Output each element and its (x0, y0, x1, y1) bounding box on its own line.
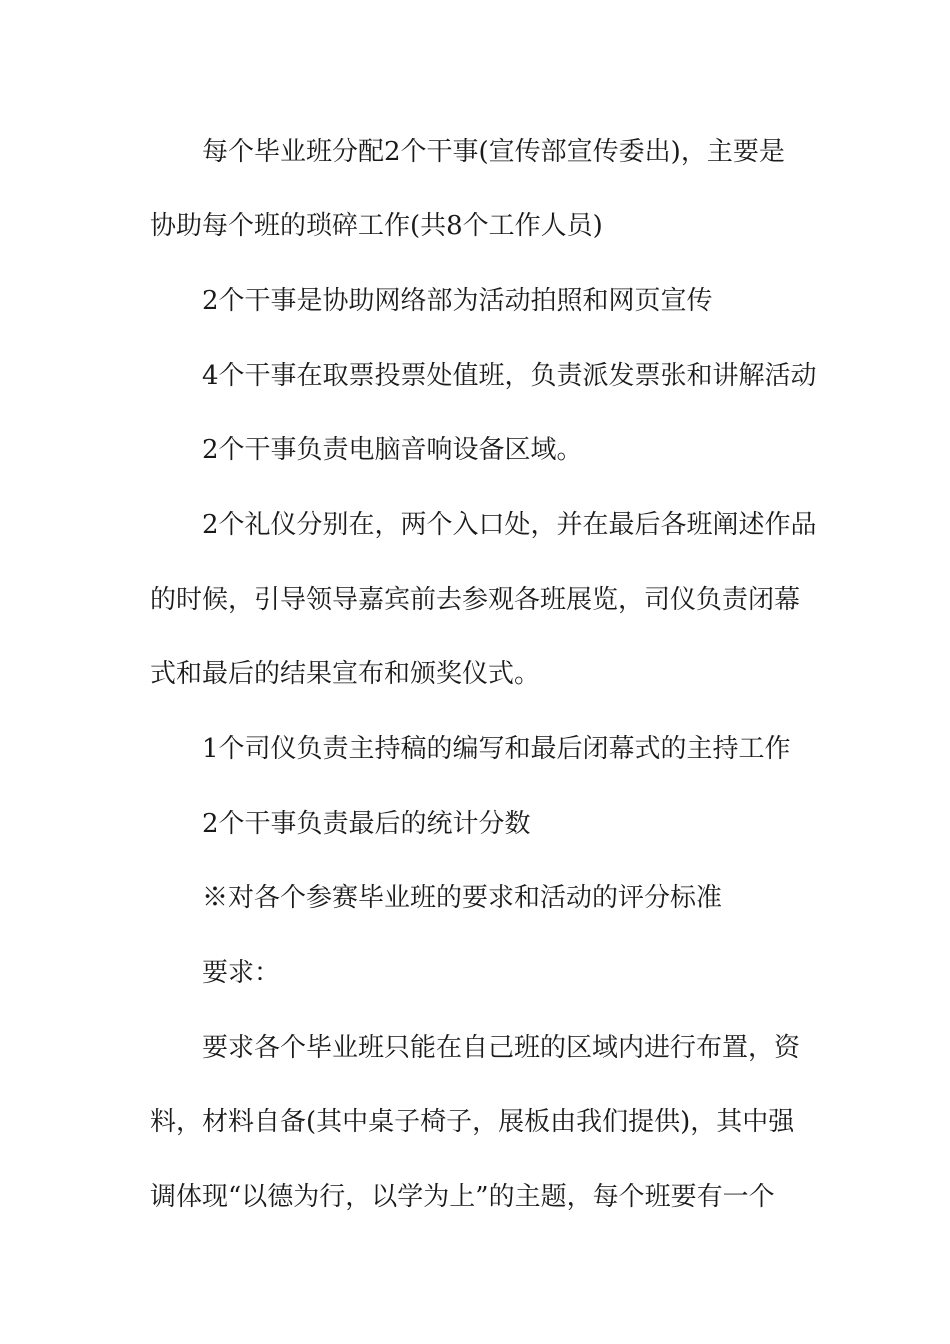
paragraph-line: 2个干事负责最后的统计分数 (202, 809, 531, 839)
paragraph-line: 的时候，引导领导嘉宾前去参观各班展览，司仪负责闭幕 (150, 585, 801, 615)
paragraph-line: 调体现“以德为行，以学为上”的主题，每个班要有一个 (150, 1182, 775, 1212)
paragraph-line: 2个干事是协助网络部为活动拍照和网页宣传 (202, 286, 713, 316)
paragraph-line: 2个礼仪分别在，两个入口处，并在最后各班阐述作品 (202, 510, 817, 540)
paragraph-line: 4个干事在取票投票处值班，负责派发票张和讲解活动 (202, 361, 817, 391)
subheading: 要求： (202, 958, 281, 988)
paragraph-line: 式和最后的结果宣布和颁奖仪式。 (150, 659, 541, 689)
paragraph-line: 2个干事负责电脑音响设备区域。 (202, 435, 583, 465)
paragraph-line: 要求各个毕业班只能在自己班的区域内进行布置，资 (202, 1033, 801, 1063)
paragraph-line: 协助每个班的琐碎工作(共8个工作人员) (150, 211, 603, 241)
paragraph-line: 1个司仪负责主持稿的编写和最后闭幕式的主持工作 (202, 734, 791, 764)
section-heading: ※对各个参赛毕业班的要求和活动的评分标准 (202, 883, 723, 913)
paragraph-line: 每个毕业班分配2个干事(宣传部宣传委出)，主要是 (202, 137, 785, 167)
paragraph-line: 料，材料自备(其中桌子椅子，展板由我们提供)，其中强 (150, 1107, 795, 1137)
